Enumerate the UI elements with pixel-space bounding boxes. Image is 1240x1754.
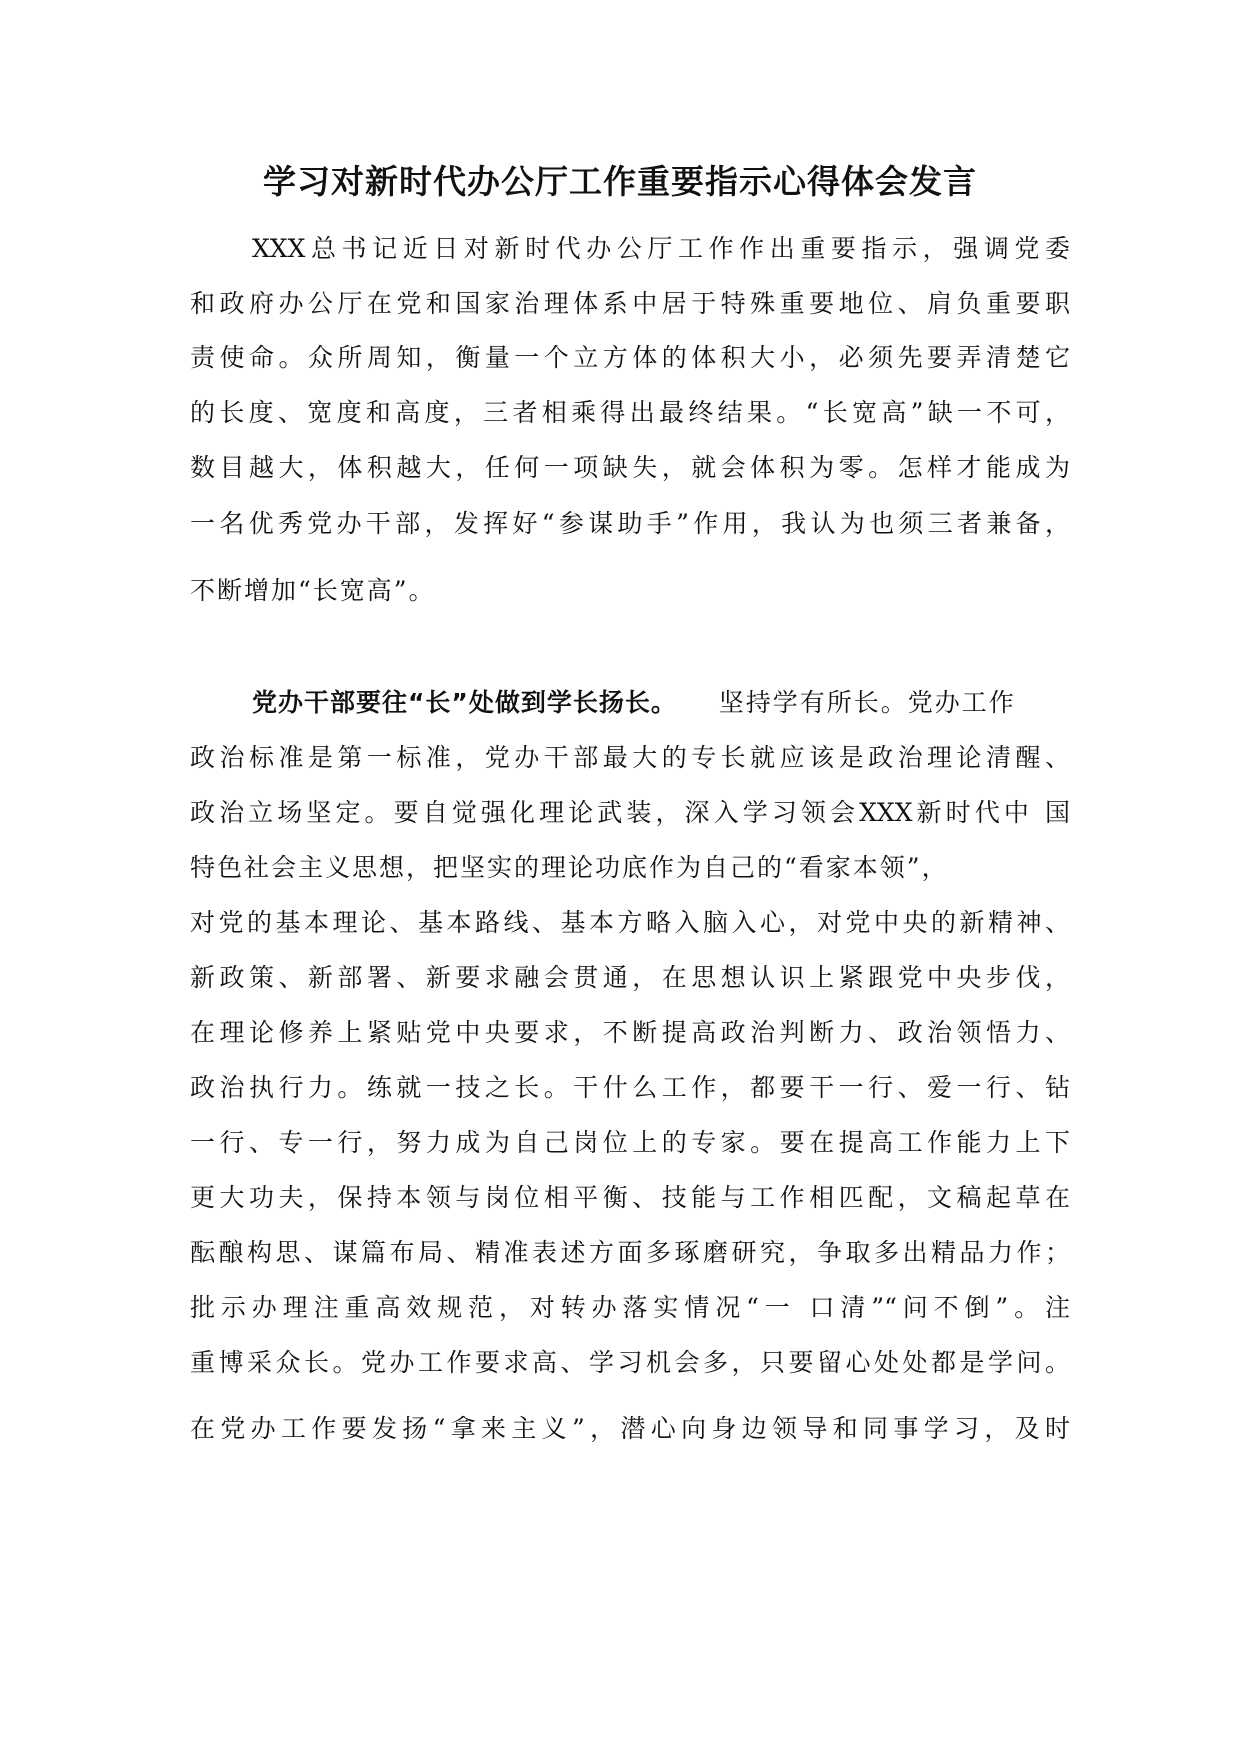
intro-line-2: 和政府办公厅在党和国家治理体系中居于特殊重要地位、肩负重要职 bbox=[190, 289, 1070, 318]
section-1-line-12: 批示办理注重高效规范，对转办落实情况“一 口清”“问不倒”。注 bbox=[190, 1293, 1070, 1322]
intro-line-3: 责使命。众所周知，衡量一个立方体的体积大小，必须先要弄清楚它 bbox=[190, 343, 1070, 372]
section-1-line-2: 政治标准是第一标准，党办干部最大的专长就应该是政治理论清醒、 bbox=[190, 743, 1070, 772]
section-1-line-10: 更大功夫，保持本领与岗位相平衡、技能与工作相匹配，文稿起草在 bbox=[190, 1183, 1070, 1212]
intro-line-5: 数目越大，体积越大，任何一项缺失，就会体积为零。怎样才能成为 bbox=[190, 453, 1070, 482]
section-1-line-9: 一行、专一行，努力成为自己岗位上的专家。要在提高工作能力上下 bbox=[190, 1128, 1070, 1157]
intro-line-6: 一名优秀党办干部，发挥好“参谋助手”作用，我认为也须三者兼备， bbox=[190, 509, 1070, 538]
intro-line-7: 不断增加“长宽高”。 bbox=[190, 576, 436, 605]
section-1-heading: 党办干部要往“长”处做到学长扬长。 bbox=[252, 688, 677, 717]
document-title: 学习对新时代办公厅工作重要指示心得体会发言 bbox=[263, 162, 977, 201]
section-1-line-4: 特色社会主义思想，把坚实的理论功底作为自己的“看家本领”， bbox=[190, 853, 949, 882]
section-1-line-11: 酝酿构思、谋篇布局、精准表述方面多琢磨研究，争取多出精品力作； bbox=[190, 1238, 1070, 1267]
section-1-line-6: 新政策、新部署、新要求融会贯通，在思想认识上紧跟党中央步伐， bbox=[190, 963, 1070, 992]
section-1-line-3: 政治立场坚定。要自觉强化理论武装，深入学习领会XXX新时代中 国 bbox=[190, 798, 1070, 827]
section-1-first-line-text: 坚持学有所长。党办工作 bbox=[718, 688, 1016, 717]
intro-line-1: XXX总书记近日对新时代办公厅工作作出重要指示，强调党委 bbox=[252, 234, 1070, 263]
section-1-line-7: 在理论修养上紧贴党中央要求，不断提高政治判断力、政治领悟力、 bbox=[190, 1018, 1070, 1047]
section-1-line-14: 在党办工作要发扬“拿来主义”，潜心向身边领导和同事学习，及时 bbox=[190, 1414, 1070, 1443]
section-1-line-8: 政治执行力。练就一技之长。干什么工作，都要干一行、爱一行、钻 bbox=[190, 1073, 1070, 1102]
intro-line-4: 的长度、宽度和高度，三者相乘得出最终结果。“长宽高”缺一不可， bbox=[190, 398, 1070, 427]
section-1-line-13: 重博采众长。党办工作要求高、学习机会多，只要留心处处都是学问。 bbox=[190, 1348, 1070, 1377]
section-1-line-5: 对党的基本理论、基本路线、基本方略入脑入心，对党中央的新精神、 bbox=[190, 908, 1070, 937]
section-1-first-line bbox=[252, 686, 1070, 720]
